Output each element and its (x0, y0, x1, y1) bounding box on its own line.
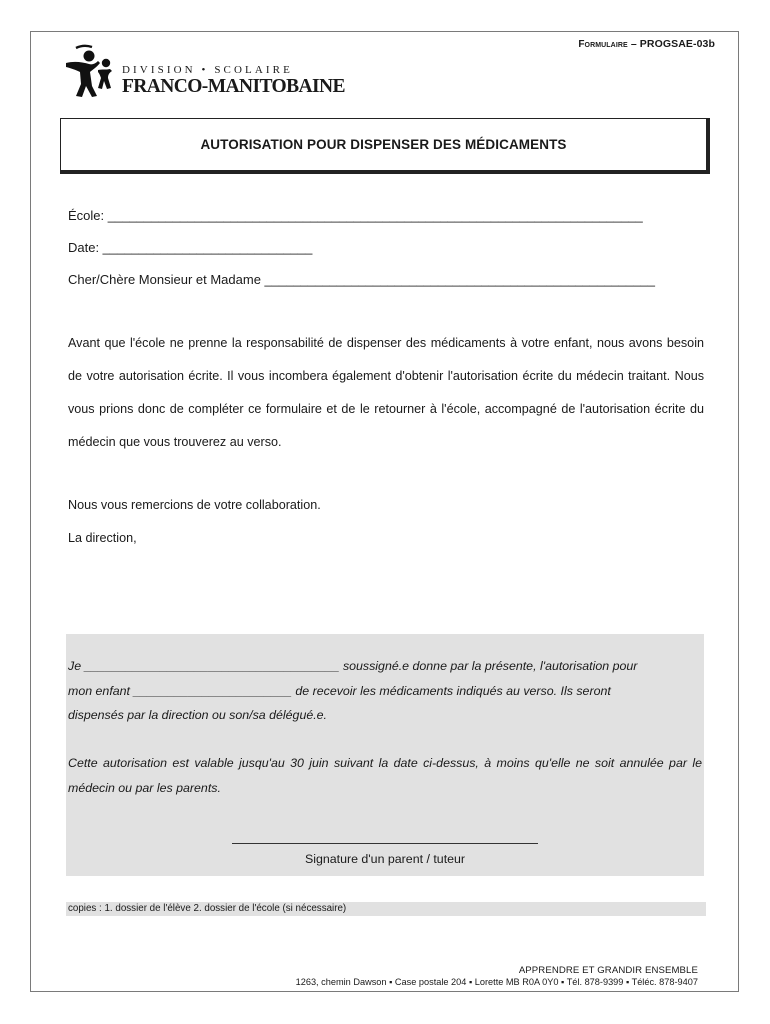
footer-motto: APPRENDRE ET GRANDIR ENSEMBLE (518, 965, 698, 976)
consent-line-2[interactable]: mon enfant _______________________ de recevoir les médicaments indiqués au verso. Ils seront (68, 684, 611, 698)
form-title-box (60, 118, 710, 174)
consent-line-3: dispensés par la direction ou son/sa délégué.e. (68, 708, 327, 722)
signature-label: Signature d'un parent / tuteur (304, 852, 466, 866)
footer-address: 1263, chemin Dawson ▪ Case postale 204 ▪ Lorette MB R0A 0Y0 ▪ Tél. 878-9399 ▪ Téléc. 878-9407 (295, 977, 698, 987)
closing-text: La direction, (68, 531, 137, 545)
validity-paragraph: Cette autorisation est valable jusqu'au 30 juin suivant la date ci-dessus, à moins qu'elle ne soit annulée par le médecin ou par les parents. (68, 756, 702, 795)
salutation-field[interactable]: Cher/Chère Monsieur et Madame ______________________________________________________ (68, 272, 655, 287)
intro-paragraph: Avant que l'école ne prenne la responsabilité de dispenser des médicaments à votre enfant, nous avons besoin de votre autorisation écrite. Il vous incombera également d'obtenir l'autorisation écrite du médecin traitant. Nous vous prions donc de compléter ce formulaire et de le retourner à l'école, accompagné de l'autorisation écrite du médecin que vous trouverez au verso. (68, 336, 704, 449)
signature-line[interactable] (232, 843, 538, 844)
logo-line-1: DIVISION • SCOLAIRE (122, 64, 293, 76)
thanks-text: Nous vous remercions de votre collaboration. (68, 498, 321, 512)
form-code: Formulaire – PROGSAE-03b (578, 38, 715, 50)
ecole-field[interactable]: École: __________________________________________________________________________ (68, 208, 643, 223)
date-field[interactable]: Date: _____________________________ (68, 240, 313, 255)
division-logo (62, 44, 345, 99)
form-title: AUTORISATION POUR DISPENSER DES MÉDICAMENTS (200, 137, 567, 152)
children-logo-icon (62, 44, 120, 99)
consent-line-1[interactable]: Je _____________________________________ soussigné.e donne par la présente, l'autorisation pour (68, 659, 638, 673)
logo-line-2: FRANCO-MANITOBAINE (122, 76, 345, 97)
copies-note: copies : 1. dossier de l'élève 2. dossier de l'école (si nécessaire) (66, 902, 706, 916)
